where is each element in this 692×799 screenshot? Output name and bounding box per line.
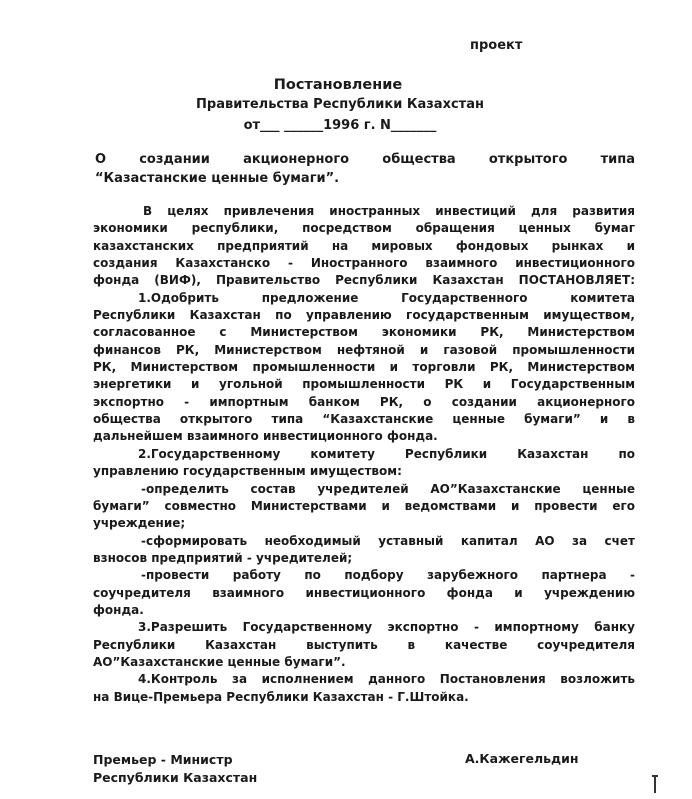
item-3-line: 3.Разрешить Государственному экспортно - импортному банку	[138, 620, 635, 635]
item-3-line: Республики Казахстан выступить в качестве соучредителя	[93, 637, 635, 652]
item-2-sub-1-line: учреждение;	[93, 516, 186, 531]
signatory-position	[93, 751, 257, 787]
item-2-sub-3-line: -провести работу по подбору зарубежного партнера -	[141, 568, 635, 583]
item-2-sub-1-line: -определить состав учредителей АО”Казахстанские ценные	[141, 481, 635, 496]
item-4-line: на Вице-Премьера Республики Казахстан - Г.Штойка.	[93, 689, 469, 704]
draft-label: проект	[470, 38, 523, 53]
subject-line: О создании акционерного общества открытого типа	[95, 152, 635, 167]
document-title: Постановление	[273, 77, 403, 93]
item-1-line: 1.Одобрить предложение Государственного комитета	[138, 290, 635, 305]
item-1-line: финансов РК, Министерством нефтяной и газовой промышленности	[93, 342, 635, 357]
item-1-line: энергетики и угольной промышленности РК и Государственным	[93, 377, 635, 392]
item-2-sub-3-line: фонда.	[93, 602, 144, 617]
text-cursor-icon	[652, 775, 658, 793]
subject-line: “Казастанские ценные бумаги”.	[95, 171, 340, 186]
item-2-line: 2.Государственному комитету Республики Казахстан по	[138, 446, 635, 461]
item-1-line: Республики Казахстан по управлению государственным имуществом,	[93, 308, 635, 323]
preamble-line: В целях привлечения иностранных инвестиций для развития	[143, 204, 635, 218]
item-2-sub-1-line: бумаги” совместно Министерствами и ведомствами и провести его	[93, 498, 635, 513]
signatory-name: А.Кажегельдин	[465, 751, 579, 766]
item-2-sub-3-line: соучредителя взаимного инвестиционного фонда и учреждению	[93, 585, 635, 600]
item-2-line: управлению государственным имуществом:	[93, 464, 402, 479]
date-line: от___ ______1996 г. N_______	[243, 118, 437, 133]
item-3-line: АО”Казахстанские ценные бумаги”.	[93, 654, 346, 669]
preamble-line: казахстанских предприятий на мировых фондовых рынках и	[93, 238, 635, 253]
item-1-line: дальнейшем взаимного инвестиционного фонда.	[93, 429, 438, 444]
preamble-line: фонда (ВИФ), Правительство Республики Казахстан ПОСТАНОВЛЯЕТ:	[93, 273, 635, 288]
signatory-title: Премьер - Министр	[93, 752, 233, 767]
item-1-line: согласованное с Министерством экономики РК, Министерством	[93, 325, 635, 340]
signatory-country: Республики Казахстан	[93, 770, 258, 785]
issuer-line: Правительства Республики Казахстан	[196, 97, 484, 112]
item-2-sub-2-line: -сформировать необходимый уставный капитал АО за счет	[141, 533, 635, 548]
preamble-line: создания Казахстанско - Иностранного взаимного инвестиционного	[93, 256, 635, 271]
subject-block	[95, 150, 635, 188]
item-1-line: экспортно - импортным банком РК, о создании акционерного	[93, 394, 635, 409]
item-1-line: РК, Министерством промышленности и торговли РК, Министерством	[93, 360, 635, 375]
document-body	[93, 203, 635, 706]
item-4-line: 4.Контроль за исполнением данного Постановления возложить	[138, 672, 635, 687]
item-1-line: общества открытого типа “Казахстанские ценные бумаги” и в	[93, 412, 635, 427]
item-2-sub-2-line: взносов предприятий - учредителей;	[93, 550, 353, 565]
preamble-line: экономики республики, посредством обращения ценных бумаг	[93, 221, 635, 236]
